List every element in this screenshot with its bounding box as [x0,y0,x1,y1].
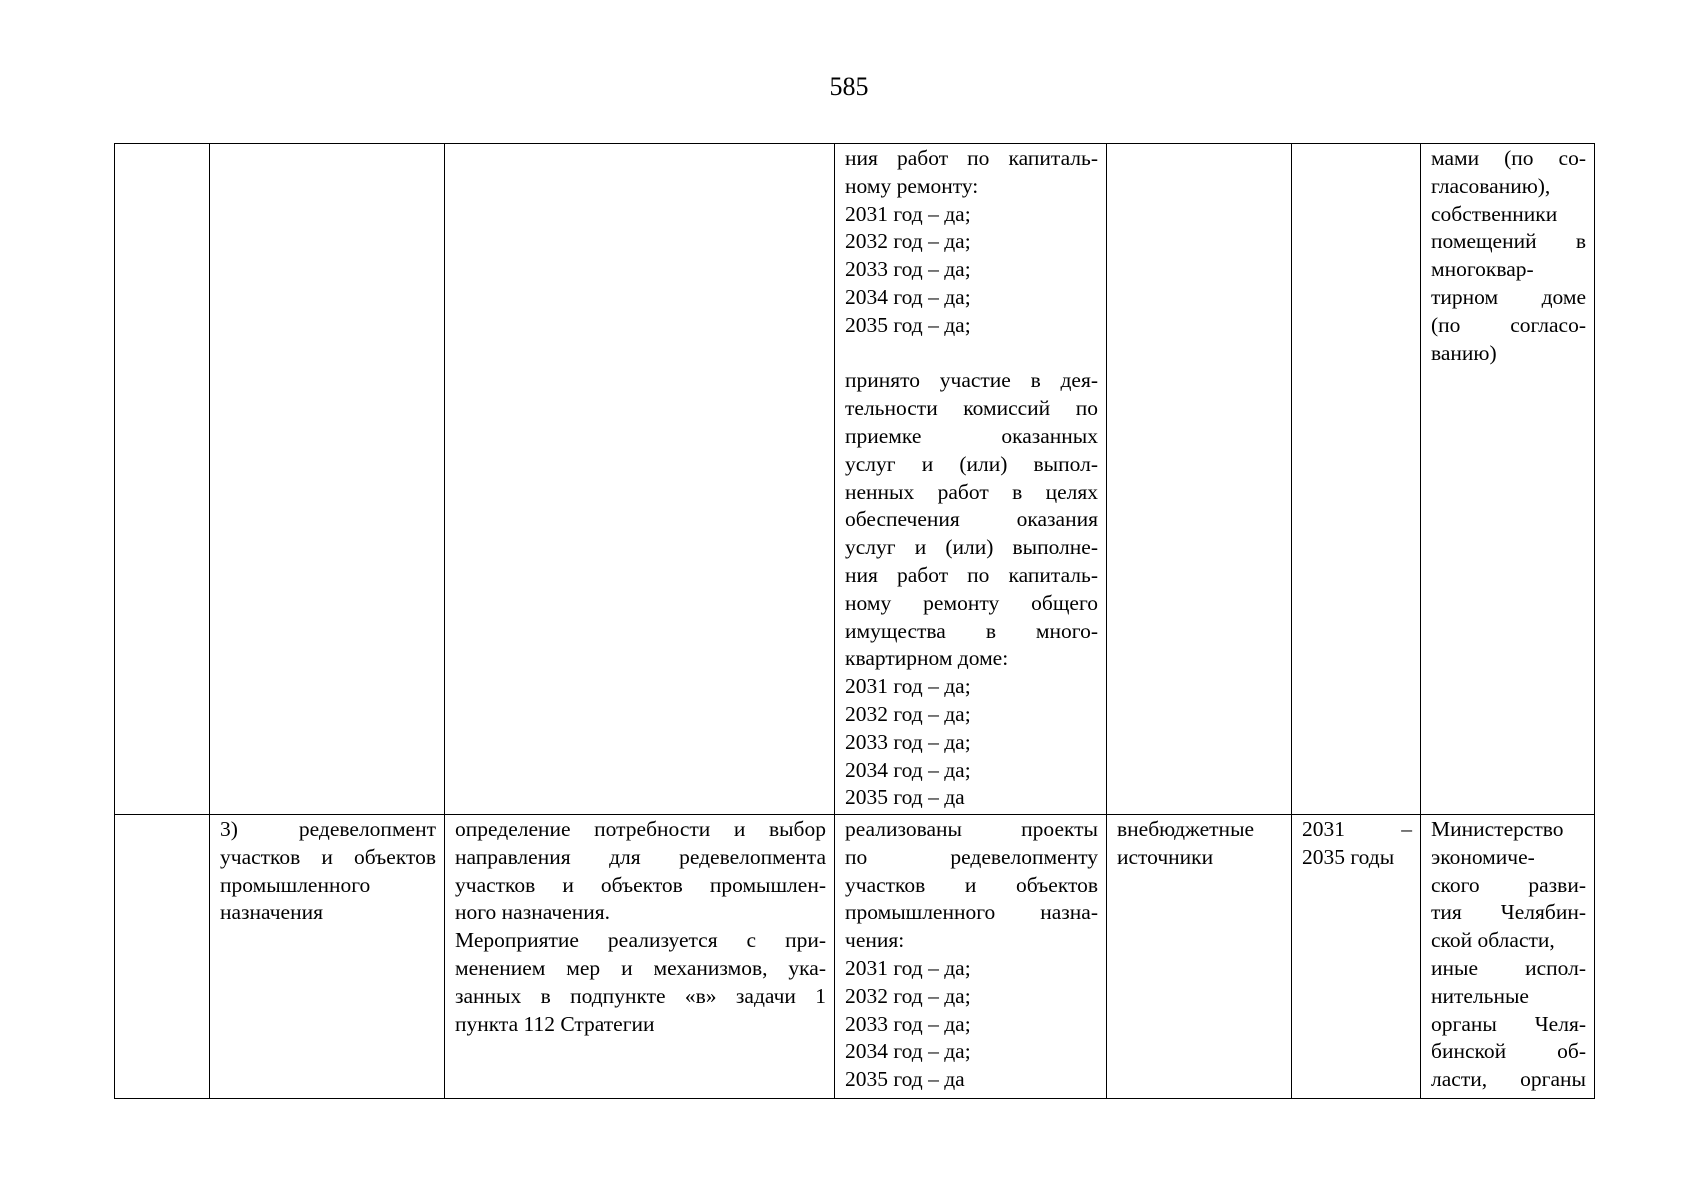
cell-text-line: нительные [1431,983,1529,1008]
cell-text-line: менением мер и механизмов, ука- [455,955,826,980]
cell-text-line: услуг и (или) выпол- [845,451,1098,476]
cell-text-line [845,340,1098,368]
cell-text-line: 2035 год – да [845,785,965,810]
cell-text-line: 2034 год – да; [845,284,971,309]
row2-measure-cell [445,815,835,1099]
table-row [115,144,1595,815]
row2-task-cell [210,815,445,1099]
row2-number-cell [115,815,210,1099]
cell-text-line: тирном доме [1431,284,1586,309]
row2-period-cell [1292,815,1421,1099]
cell-text-line: 2031 год – да; [845,201,971,226]
cell-text-line: чения: [845,928,905,953]
cell-text-line: 2035 год – да [845,1067,965,1092]
cell-text-line: принято участие в дея- [845,368,1098,393]
cell-text-line: ному ремонту общего [845,590,1098,615]
cell-text-line: определение потребности и выбор [455,817,826,841]
cell-text-line: собственники [1431,201,1558,226]
cell-text-line: мами (по со- [1431,146,1586,170]
cell-text-line: участков и объектов промышлен- [455,872,826,897]
cell-text-line: ного назначения. [455,900,611,925]
row2-source-cell [1107,815,1292,1099]
cell-text-line: иные испол- [1431,955,1586,980]
cell-text-line: ского разви- [1431,872,1586,897]
cell-text-line: обеспечения оказания [845,507,1098,532]
cell-text-line: 2033 год – да; [845,729,971,754]
row1-task-cell [210,144,445,815]
cell-text-line: 2034 год – да; [845,757,971,782]
cell-text-line: ласти, органы [1431,1067,1586,1092]
cell-text-line: квартирном доме: [845,646,1009,671]
row1-period-cell [1292,144,1421,815]
cell-text-line: 2035 год – да; [845,312,971,337]
cell-text-line: 2034 год – да; [845,1039,971,1064]
cell-text-line: ской области, [1431,928,1555,953]
page-number: 585 [829,72,869,101]
cell-text-line: 2035 годы [1302,844,1395,869]
row2-result-cell [835,815,1107,1099]
cell-text-line: 2033 год – да; [845,257,971,282]
cell-text-line: ния работ по капиталь- [845,562,1098,587]
cell-text-line: ванию) [1431,340,1497,365]
cell-text-line: экономиче- [1431,844,1535,869]
cell-text-line: промышленного назна- [845,900,1098,925]
cell-text-line: реализованы проекты [845,817,1098,841]
cell-text-line: Министерство [1431,817,1564,841]
row1-result-cell [835,144,1107,815]
cell-text-line: имущества в много- [845,618,1098,643]
cell-text-line: тия Челябин- [1431,900,1586,925]
row1-source-cell [1107,144,1292,815]
row1-responsible-cell [1421,144,1595,815]
cell-text-line: ния работ по капиталь- [845,146,1098,170]
cell-text-line: бинской об- [1431,1039,1586,1064]
cell-text-line: ному ремонту: [845,173,979,198]
cell-text-line: 2031 год – да; [845,674,971,699]
cell-text-line: ненных работ в целях [845,479,1098,504]
cell-text-line: 3) редевелопмент [220,817,436,841]
cell-text-line: Мероприятие реализуется с при- [455,928,826,953]
cell-text-line: направления для редевелопмента [455,844,826,869]
cell-text-line: (по согласо- [1431,312,1586,337]
cell-text-line: 2032 год – да; [845,983,971,1008]
cell-text-line: тельности комиссий по [845,396,1098,421]
cell-text-line: назначения [220,900,323,925]
cell-text-line: занных в подпункте «в» задачи 1 [455,983,826,1008]
cell-text-line: пункта 112 Стратегии [455,1011,655,1036]
row1-number-cell [115,144,210,815]
cell-text-line: 2031 год – да; [845,955,971,980]
measures-table [114,143,1595,1099]
cell-text-line: многоквар- [1431,257,1534,282]
cell-text-line: приемке оказанных [845,423,1098,448]
table-row [115,815,1595,1099]
cell-text-line: участков и объектов [845,872,1098,897]
cell-text-line: 2031 – [1302,817,1412,841]
cell-text-line: внебюджетные [1117,817,1255,841]
cell-text-line: промышленного [220,872,371,897]
cell-text-line: услуг и (или) выполне- [845,535,1098,560]
row1-measure-cell [445,144,835,815]
cell-text-line: 2033 год – да; [845,1011,971,1036]
cell-text-line: участков и объектов [220,844,436,869]
cell-text-line: по редевелопменту [845,844,1098,869]
cell-text-line: источники [1117,844,1214,869]
cell-text-line: 2032 год – да; [845,701,971,726]
cell-text-line: органы Челя- [1431,1011,1586,1036]
cell-text-line: 2032 год – да; [845,229,971,254]
row2-responsible-cell [1421,815,1595,1099]
cell-text-line: гласованию), [1431,173,1551,198]
cell-text-line: помещений в [1431,229,1586,254]
